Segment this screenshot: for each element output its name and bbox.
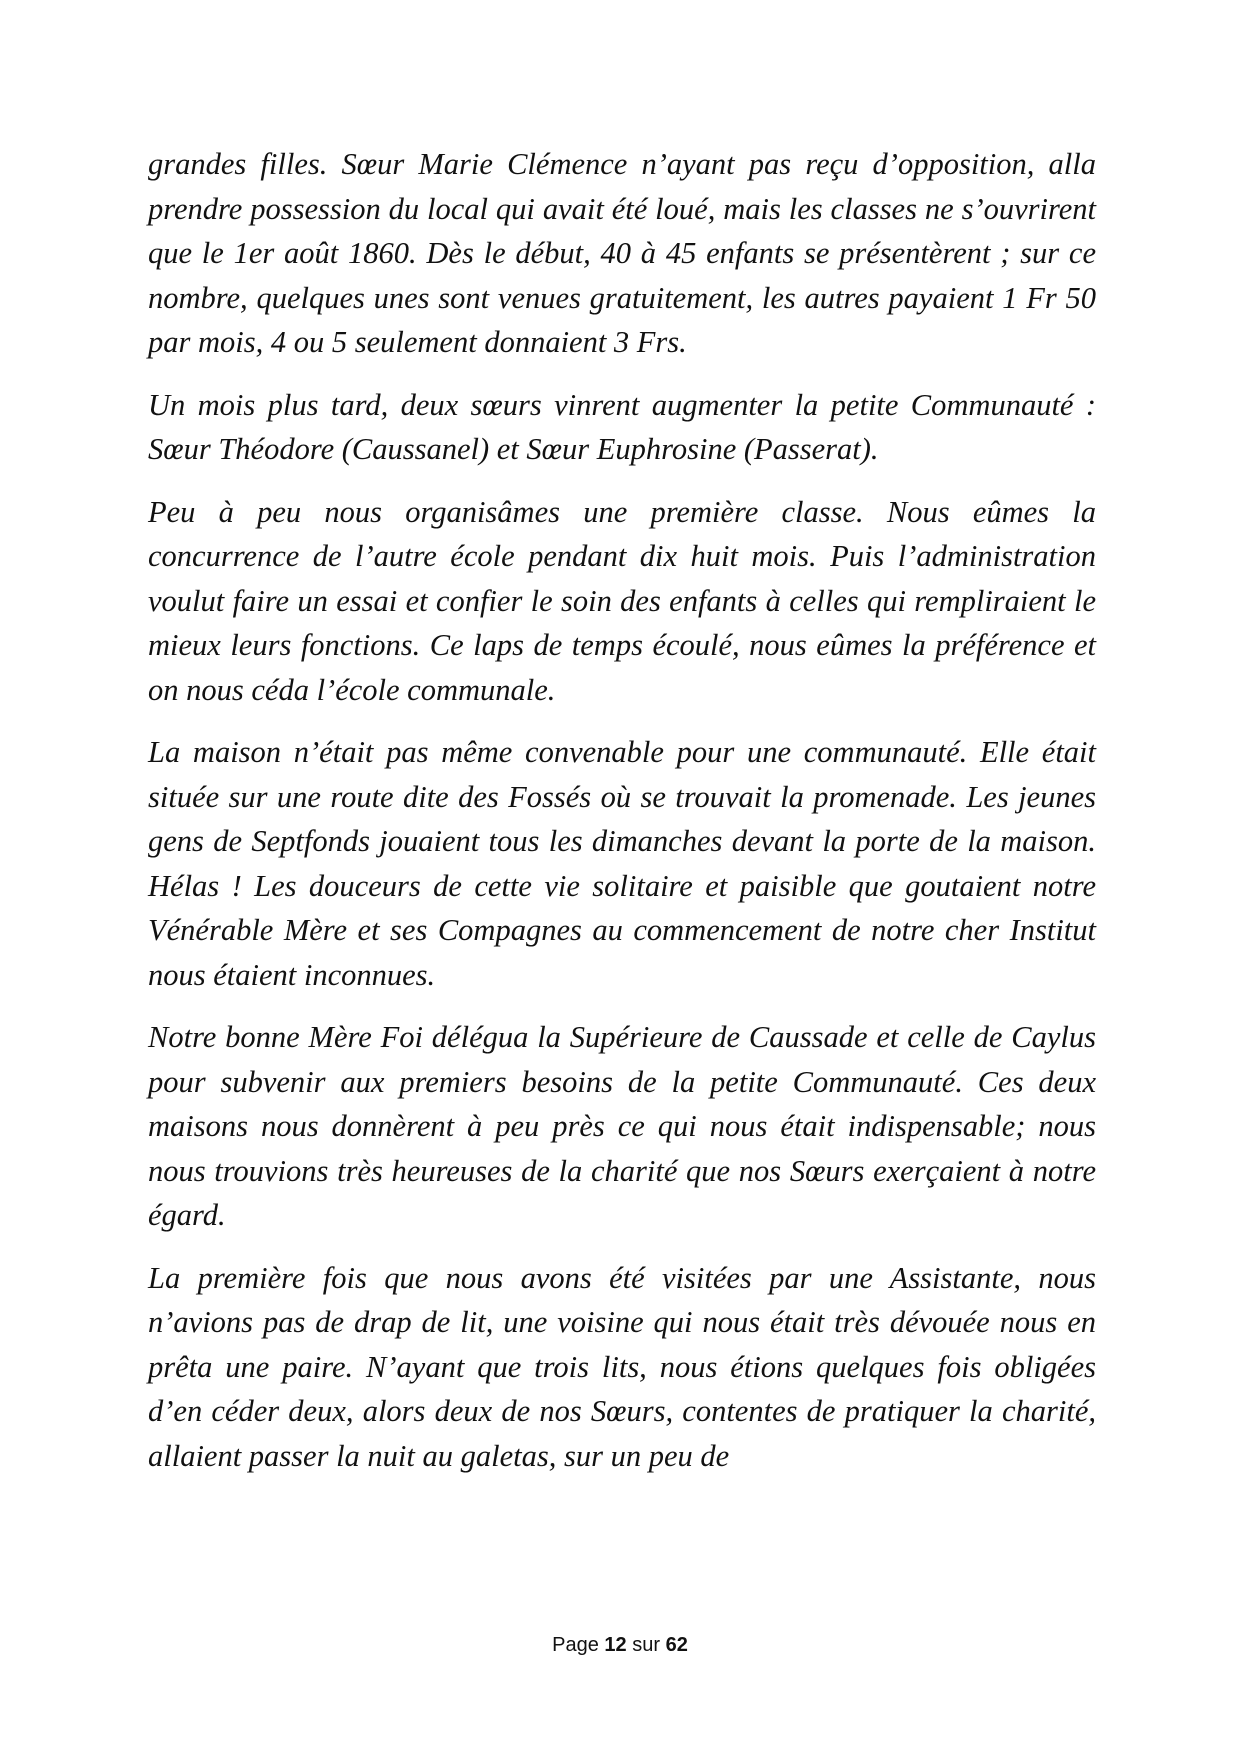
paragraph: grandes filles. Sœur Marie Clémence n’ayant pas reçu d’opposition, alla prendre possession du local qui avait été loué, mais les classes ne s’ouvrirent que le 1er août 1860. Dès le début, 40 à 45 enfants se présentèrent ; sur ce nombre, quelques unes sont venues gratuitement, les autres payaient 1 Fr 50 par mois, 4 ou 5 seulement donnaient 3 Frs. — [148, 147, 1096, 359]
body-text — [148, 142, 1096, 1496]
paragraph: Peu à peu nous organisâmes une première classe. Nous eûmes la concurrence de l’autre école pendant dix huit mois. Puis l’administration voulut faire un essai et confier le soin des enfants à celles qui rempliraient le mieux leurs fonctions. Ce laps de temps écoulé, nous eûmes la préférence et on nous céda l’école communale. — [148, 494, 1096, 707]
page-separator: sur — [632, 1634, 661, 1656]
total-pages-number: 62 — [665, 1634, 688, 1656]
paragraph: Un mois plus tard, deux sœurs vinrent augmenter la petite Communauté : Sœur Théodore (Caussanel) et Sœur Euphrosine (Passerat). — [148, 387, 1096, 466]
paragraph: Notre bonne Mère Foi délégua la Supérieure de Caussade et celle de Caylus pour subvenir aux premiers besoins de la petite Communauté. Ces deux maisons nous donnèrent à peu près ce qui nous était indispensable; nous nous trouvions très heureuses de la charité que nos Sœurs exerçaient à notre égard. — [148, 1020, 1096, 1232]
paragraph: La maison n’était pas même convenable pour une communauté. Elle était située sur une route dite des Fossés où se trouvait la promenade. Les jeunes gens de Septfonds jouaient tous les dimanches devant la porte de la maison. Hélas ! Les douceurs de cette vie solitaire et paisible que goutaient notre Vénérable Mère et ses Compagnes au commencement de notre cher Institut nous étaient inconnues. — [148, 735, 1096, 992]
paragraph: La première fois que nous avons été visitées par une Assistante, nous n’avions pas de drap de lit, une voisine qui nous était très dévouée nous en prêta une paire. N’ayant que trois lits, nous étions quelques fois obligées d’en céder deux, alors deux de nos Sœurs, contentes de pratiquer la charité, allaient passer la nuit au galetas, sur un peu de — [148, 1260, 1096, 1473]
current-page-number: 12 — [604, 1634, 627, 1656]
page-label: Page — [552, 1634, 599, 1656]
page-footer — [0, 1634, 1240, 1657]
